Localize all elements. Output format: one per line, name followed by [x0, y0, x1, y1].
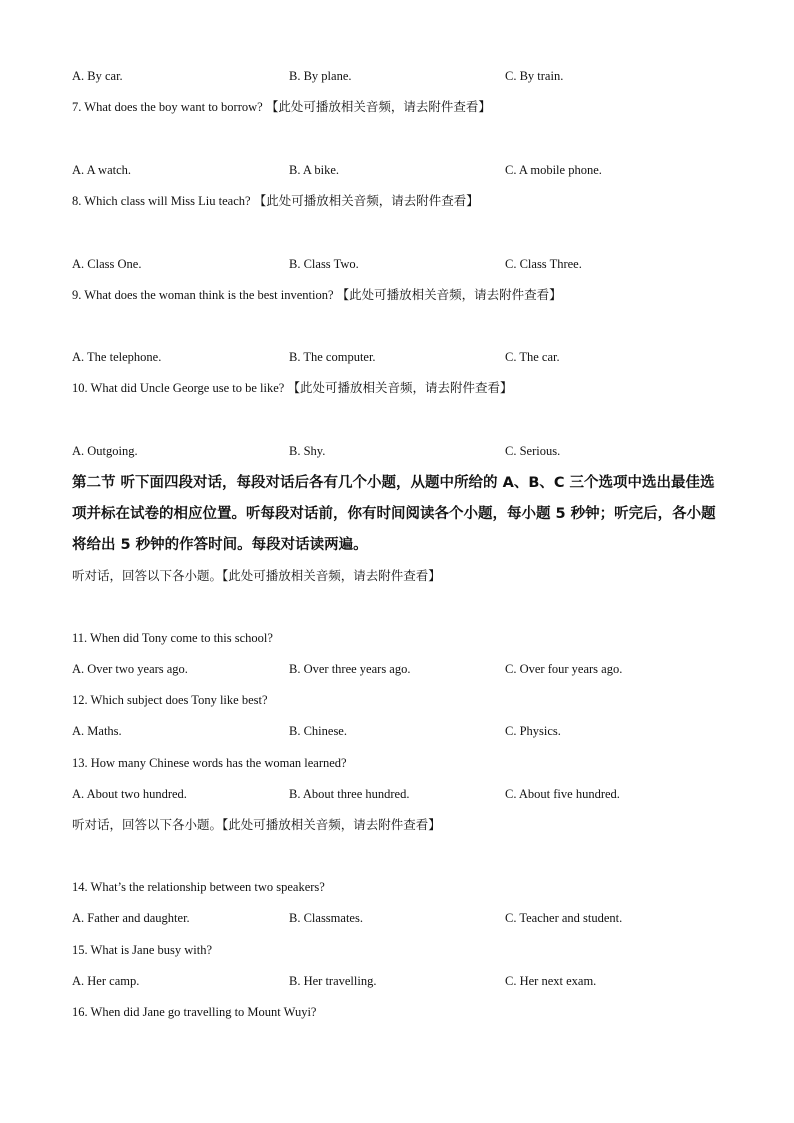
question	[72, 193, 479, 209]
answer-option[interactable]: B. About three hundred.	[289, 787, 410, 801]
answer-option[interactable]: A. The telephone.	[72, 350, 162, 364]
answer-option[interactable]: A. About two hundred.	[72, 787, 187, 801]
question	[72, 1004, 316, 1020]
answer-option[interactable]: C. Her next exam.	[505, 974, 597, 988]
answer-option[interactable]: B. Her travelling.	[289, 974, 377, 988]
audio-note[interactable]: 【此处可播放相关音频，请去附件查看】	[265, 99, 491, 114]
answer-option[interactable]: C. Class Three.	[505, 257, 582, 271]
section-heading: 第二节 听下面四段对话，每段对话后各有几个小题，从题中所给的 A、B、C 三个选项中选出最佳选项并标在试卷的相应位置。听每段对话前，你有时间阅读各个小题，每小题 5 秒钟；听完后，各小题将给出 5 秒钟的作答时间。每段对话读两遍。	[72, 475, 716, 553]
option-row	[72, 973, 732, 989]
question-text: 15. What is Jane busy with?	[72, 943, 213, 957]
question-text: 16. When did Jane go travelling to Mount Wuyi?	[72, 1005, 317, 1019]
option-row	[72, 349, 732, 365]
option-row	[72, 443, 732, 459]
question-text: 10. What did Uncle George use to be like?	[72, 381, 288, 395]
answer-option[interactable]: A. Her camp.	[72, 974, 140, 988]
answer-option[interactable]: B. Class Two.	[289, 257, 359, 271]
answer-option[interactable]: B. Chinese.	[289, 724, 347, 738]
question	[72, 380, 512, 396]
option-row	[72, 910, 732, 926]
audio-note[interactable]: 【此处可播放相关音频，请去附件查看】	[287, 380, 513, 395]
question	[72, 287, 562, 303]
option-row	[72, 786, 732, 802]
answer-option[interactable]: C. Over four years ago.	[505, 662, 623, 676]
instruction: 听对话，回答以下各小题。【此处可播放相关音频，请去附件查看】	[72, 568, 441, 583]
answer-option[interactable]: B. Shy.	[289, 444, 326, 458]
answer-option[interactable]: C. A mobile phone.	[505, 163, 602, 177]
answer-option[interactable]: B. The computer.	[289, 350, 376, 364]
instruction: 听对话，回答以下各小题。【此处可播放相关音频，请去附件查看】	[72, 817, 441, 832]
answer-option[interactable]: C. Serious.	[505, 444, 561, 458]
question-text: 7. What does the boy want to borrow?	[72, 100, 266, 114]
option-row	[72, 256, 732, 272]
answer-option[interactable]: A. Class One.	[72, 257, 142, 271]
answer-option[interactable]: A. Over two years ago.	[72, 662, 188, 676]
question-text: 14. What’s the relationship between two speakers?	[72, 880, 325, 894]
answer-option[interactable]: C. Teacher and student.	[505, 911, 623, 925]
answer-option[interactable]: B. Classmates.	[289, 911, 363, 925]
answer-option[interactable]: A. Maths.	[72, 724, 122, 738]
answer-option[interactable]: B. A bike.	[289, 163, 340, 177]
answer-option[interactable]: B. Over three years ago.	[289, 662, 411, 676]
question-text: 12. Which subject does Tony like best?	[72, 693, 268, 707]
answer-option[interactable]: A. Outgoing.	[72, 444, 138, 458]
option-row	[72, 661, 732, 677]
answer-option[interactable]: A. By car.	[72, 69, 123, 83]
question	[72, 692, 268, 708]
question	[72, 630, 273, 646]
question-text: 9. What does the woman think is the best invention?	[72, 288, 337, 302]
question-text: 11. When did Tony come to this school?	[72, 631, 273, 645]
answer-option[interactable]: C. About five hundred.	[505, 787, 620, 801]
answer-option[interactable]: C. Physics.	[505, 724, 561, 738]
answer-option[interactable]: C. By train.	[505, 69, 564, 83]
question-text: 8. Which class will Miss Liu teach?	[72, 194, 254, 208]
question	[72, 755, 347, 771]
option-row	[72, 162, 732, 178]
question	[72, 942, 212, 958]
question-text: 13. How many Chinese words has the woman learned?	[72, 756, 347, 770]
answer-option[interactable]: A. A watch.	[72, 163, 132, 177]
answer-option[interactable]: A. Father and daughter.	[72, 911, 190, 925]
audio-note[interactable]: 【此处可播放相关音频，请去附件查看】	[336, 287, 562, 302]
answer-option[interactable]: C. The car.	[505, 350, 560, 364]
option-row	[72, 723, 732, 739]
question	[72, 99, 491, 115]
question	[72, 879, 325, 895]
answer-option[interactable]: B. By plane.	[289, 69, 352, 83]
option-row	[72, 68, 732, 84]
audio-note[interactable]: 【此处可播放相关音频，请去附件查看】	[253, 193, 479, 208]
